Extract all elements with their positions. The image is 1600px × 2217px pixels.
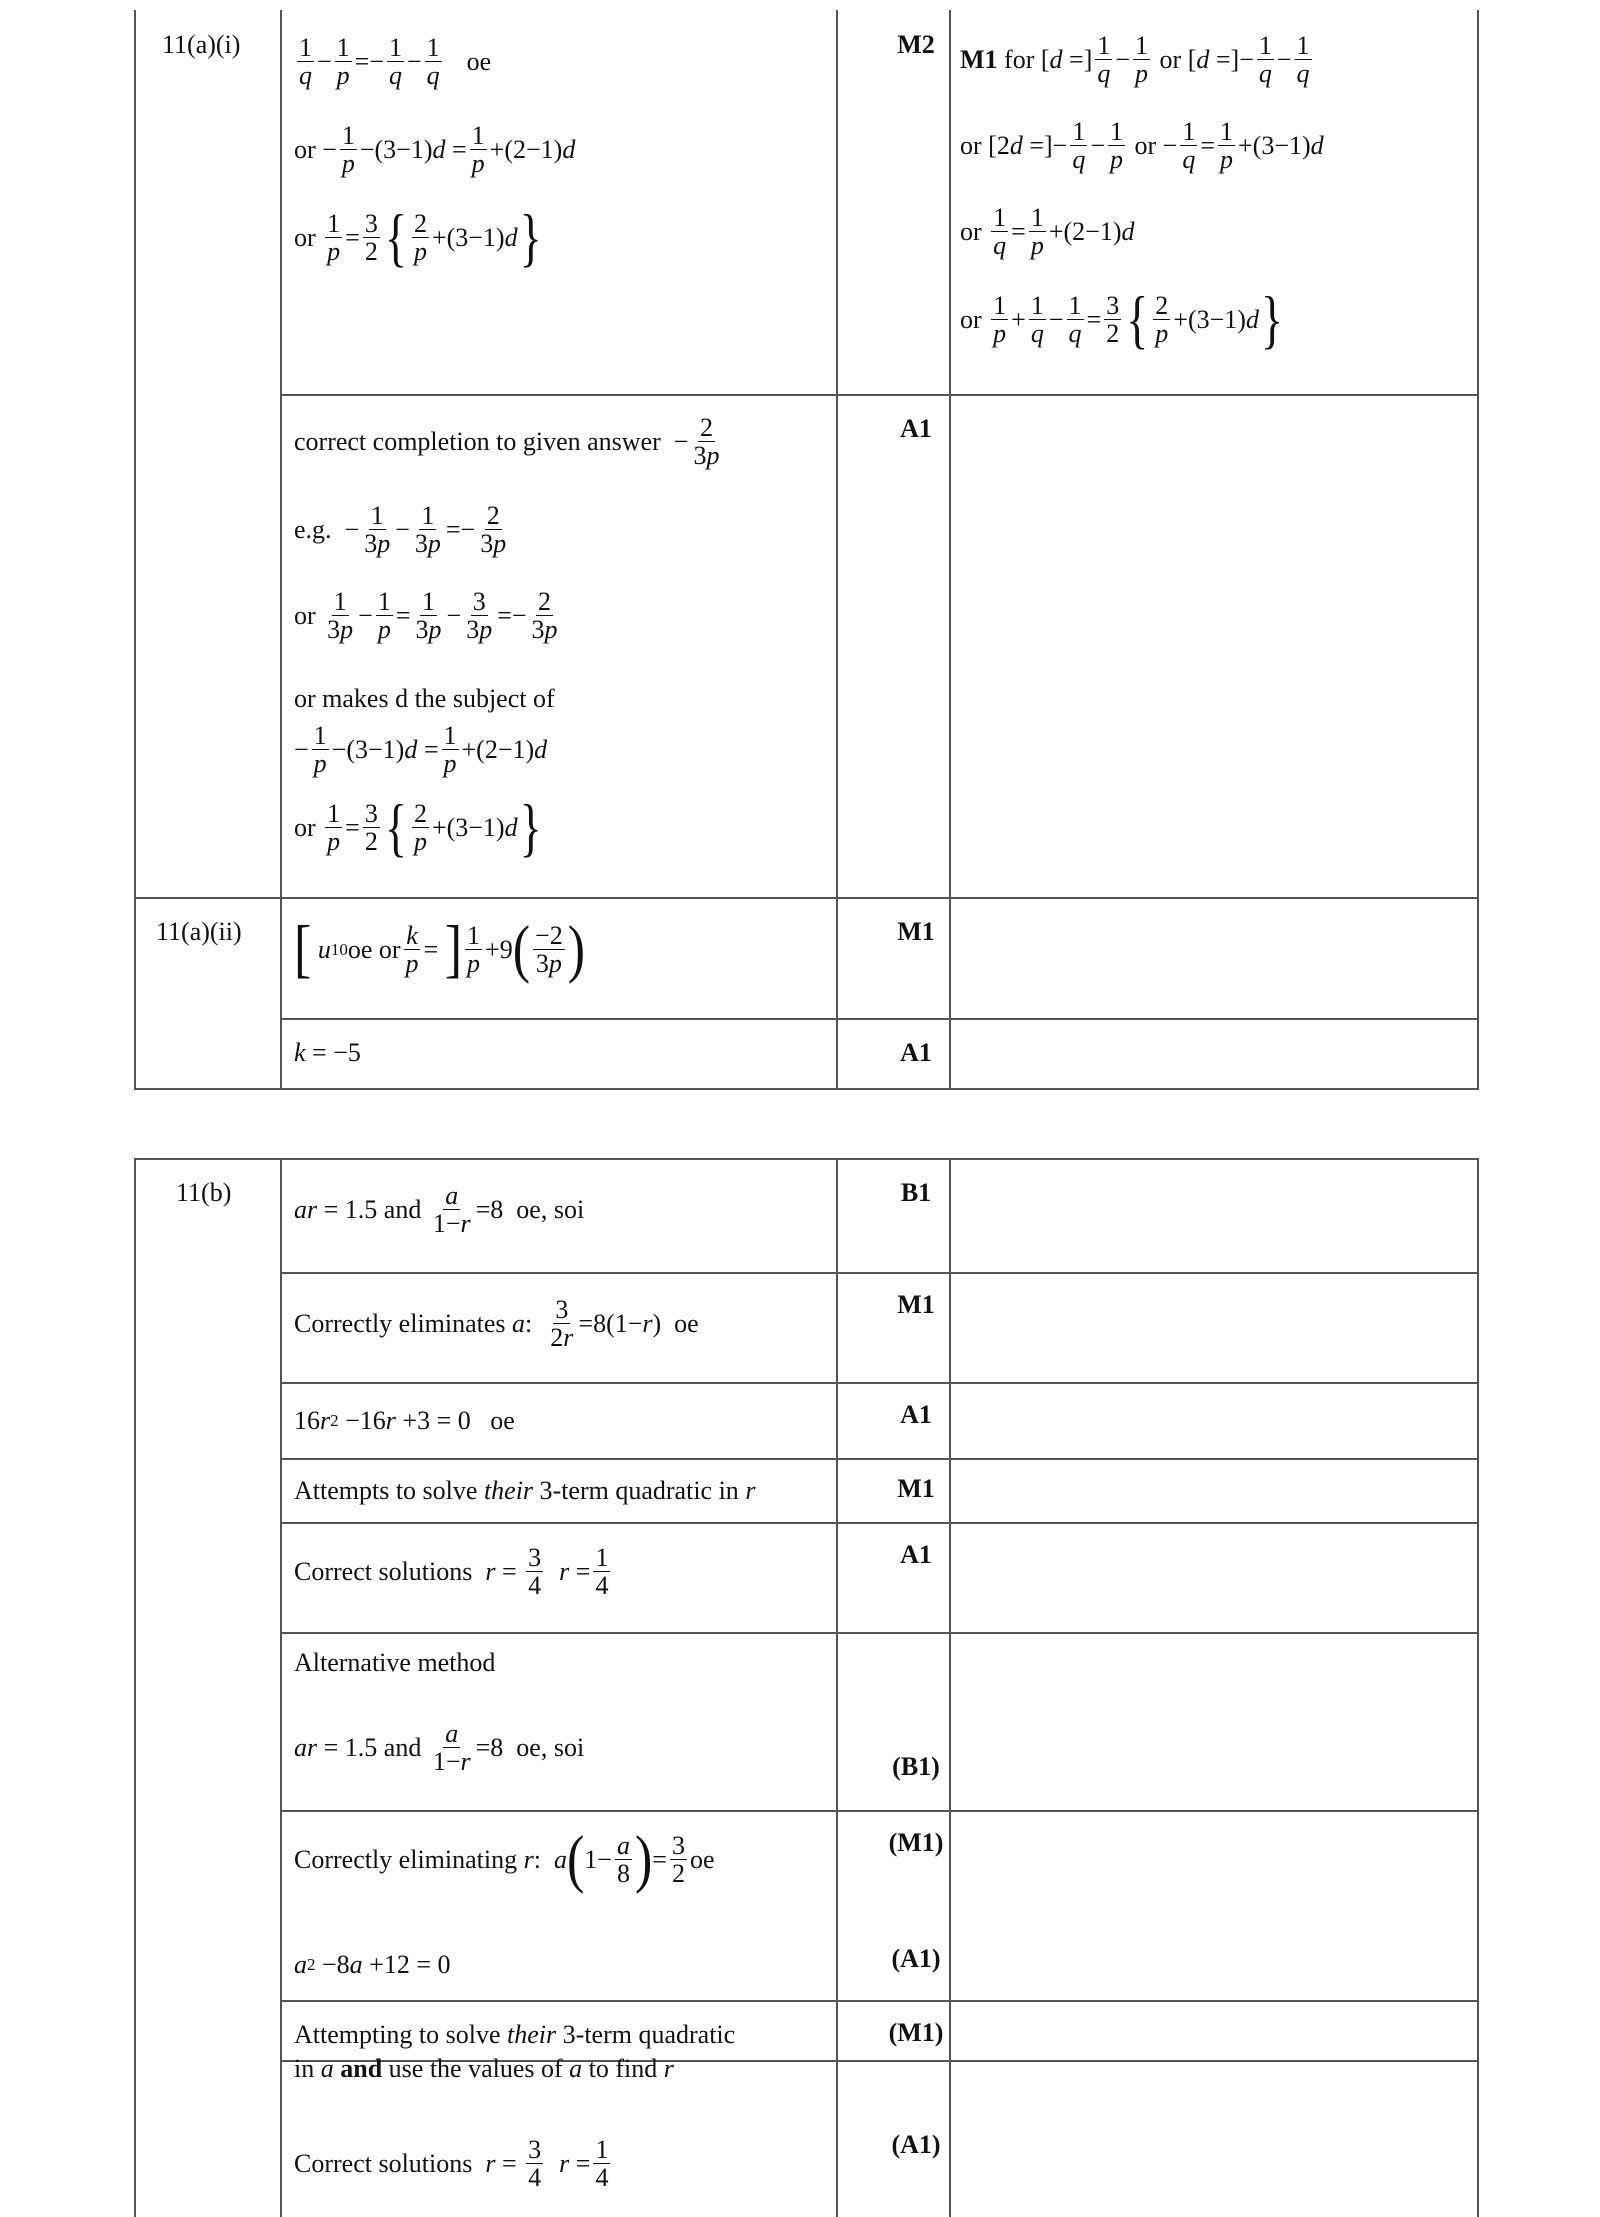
- or-text: or: [960, 216, 982, 246]
- makes-d-text: or makes d the subject of: [294, 684, 555, 713]
- row-divider: [136, 897, 1477, 899]
- row-divider: [280, 1522, 1477, 1524]
- column-divider: [280, 1160, 282, 2217]
- answer-line: [294, 684, 555, 714]
- eg-text: e.g.: [294, 514, 332, 544]
- answer-line: [ u 10 oe or k p = ] 1 p +9 ( −2 3p ): [294, 913, 586, 985]
- answer-line: or − 1 p −(3−1) d = 1 p +(2−1) d: [294, 121, 576, 179]
- guidance-line: or [2 d =]− 1 q − 1 p or − 1 q = 1 p +(3−1) d: [960, 117, 1324, 175]
- answer-line: or 1 p = 3 2 { 2 p +(3−1) d }: [294, 201, 542, 273]
- answer-line: correct completion to given answer − 2 3p: [294, 413, 720, 471]
- mark: A1: [900, 1038, 932, 1067]
- alt-method-text: Alternative method: [294, 1648, 496, 1677]
- answer-line: ar = 1.5 and a 1−r =8 oe, soi: [294, 1181, 585, 1239]
- row-divider: [280, 1382, 1477, 1384]
- mark: (M1): [888, 2018, 944, 2047]
- guidance-line: M1 for [ d =] 1 q − 1 p or [ d =]− 1 q − 1 q: [960, 31, 1310, 89]
- answer-line: Correct solutions r = 3 4 r = 1 4: [294, 2135, 609, 2193]
- question-label: 11(a)(i): [162, 30, 241, 59]
- column-divider: [836, 10, 838, 1088]
- row-divider: [280, 1018, 1477, 1020]
- answer-line: a 2 −8 a +12 = 0: [294, 1950, 451, 1979]
- mark: M1: [897, 917, 935, 946]
- column-divider: [280, 10, 282, 1088]
- mark: (M1): [888, 1828, 944, 1857]
- question-label: 11(b): [176, 1178, 232, 1207]
- mark: (B1): [892, 1752, 940, 1781]
- answer-line: k = −5: [294, 1038, 361, 1067]
- answer-line: [294, 1648, 495, 1678]
- for-text: for: [1004, 44, 1035, 74]
- or-text: or: [960, 304, 982, 334]
- or-text: or: [294, 222, 316, 252]
- answer-line: Correctly eliminating r : a ( 1− a 8 ) = 3 2 oe: [294, 1823, 715, 1895]
- answer-line: 1 q − 1 p =− 1 q − 1 q oe: [299, 33, 492, 91]
- answer-line: or 1 p = 3 2 { 2 p +(3−1) d }: [294, 791, 542, 863]
- mark: M1: [897, 1290, 935, 1319]
- answer-line: Correct solutions r = 3 4 r = 1 4: [294, 1543, 609, 1601]
- answer-line: Attempting to solve their 3-term quadratic: [294, 2020, 736, 2049]
- question-label: 11(a)(ii): [156, 917, 242, 946]
- markscheme-table-a: [134, 10, 1479, 1090]
- mark: A1: [900, 1400, 932, 1429]
- answer-line: − 1 p −(3−1) d = 1 p +(2−1) d: [294, 721, 548, 779]
- or-text: or: [1134, 130, 1157, 160]
- row-divider: [280, 1810, 1477, 1812]
- mark: M1: [897, 1474, 935, 1503]
- mark: (A1): [891, 1944, 941, 1973]
- mark: A1: [900, 414, 932, 443]
- mark: B1: [900, 1178, 932, 1207]
- oe-text: oe: [466, 46, 492, 76]
- or-text: or: [1159, 44, 1182, 74]
- answer-line: or 1 3p − 1 p = 1 3p − 3 3p =− 2 3p: [294, 587, 558, 645]
- answer-line: 16 r 2 −16 r +3 = 0 oe: [294, 1406, 515, 1435]
- row-divider: [280, 2000, 1477, 2002]
- column-divider: [836, 1160, 838, 2217]
- answer-line: e.g. − 1 3p − 1 3p =− 2 3p: [294, 501, 507, 559]
- or-text: or: [294, 134, 316, 164]
- completion-text: correct completion to given answer: [294, 426, 661, 456]
- mark: A1: [900, 1540, 932, 1569]
- answer-line: ar = 1.5 and a 1−r =8 oe, soi: [294, 1719, 585, 1777]
- row-divider: [280, 394, 1477, 396]
- guidance-line: or 1 p + 1 q − 1 q = 3 2 { 2 p +(3−1) d }: [960, 283, 1284, 355]
- markscheme-table-b: [134, 1158, 1479, 2217]
- answer-line: in a and use the values of a to find r: [294, 2054, 674, 2083]
- guidance-line: or 1 q = 1 p +(2−1) d: [960, 203, 1135, 261]
- row-divider: [280, 1458, 1477, 1460]
- or-text: or: [960, 130, 982, 160]
- answer-line: Attempts to solve their 3-term quadratic in r: [294, 1476, 756, 1505]
- row-divider: [280, 1632, 1477, 1634]
- mark: M2: [897, 30, 935, 59]
- answer-line: Correctly eliminates a : 3 2r =8(1− r ) oe: [294, 1295, 699, 1353]
- or-text: or: [294, 812, 316, 842]
- mark: (A1): [891, 2130, 941, 2159]
- or-text: or: [294, 600, 316, 630]
- guidance-mark: M1: [960, 44, 998, 74]
- row-divider: [280, 1272, 1477, 1274]
